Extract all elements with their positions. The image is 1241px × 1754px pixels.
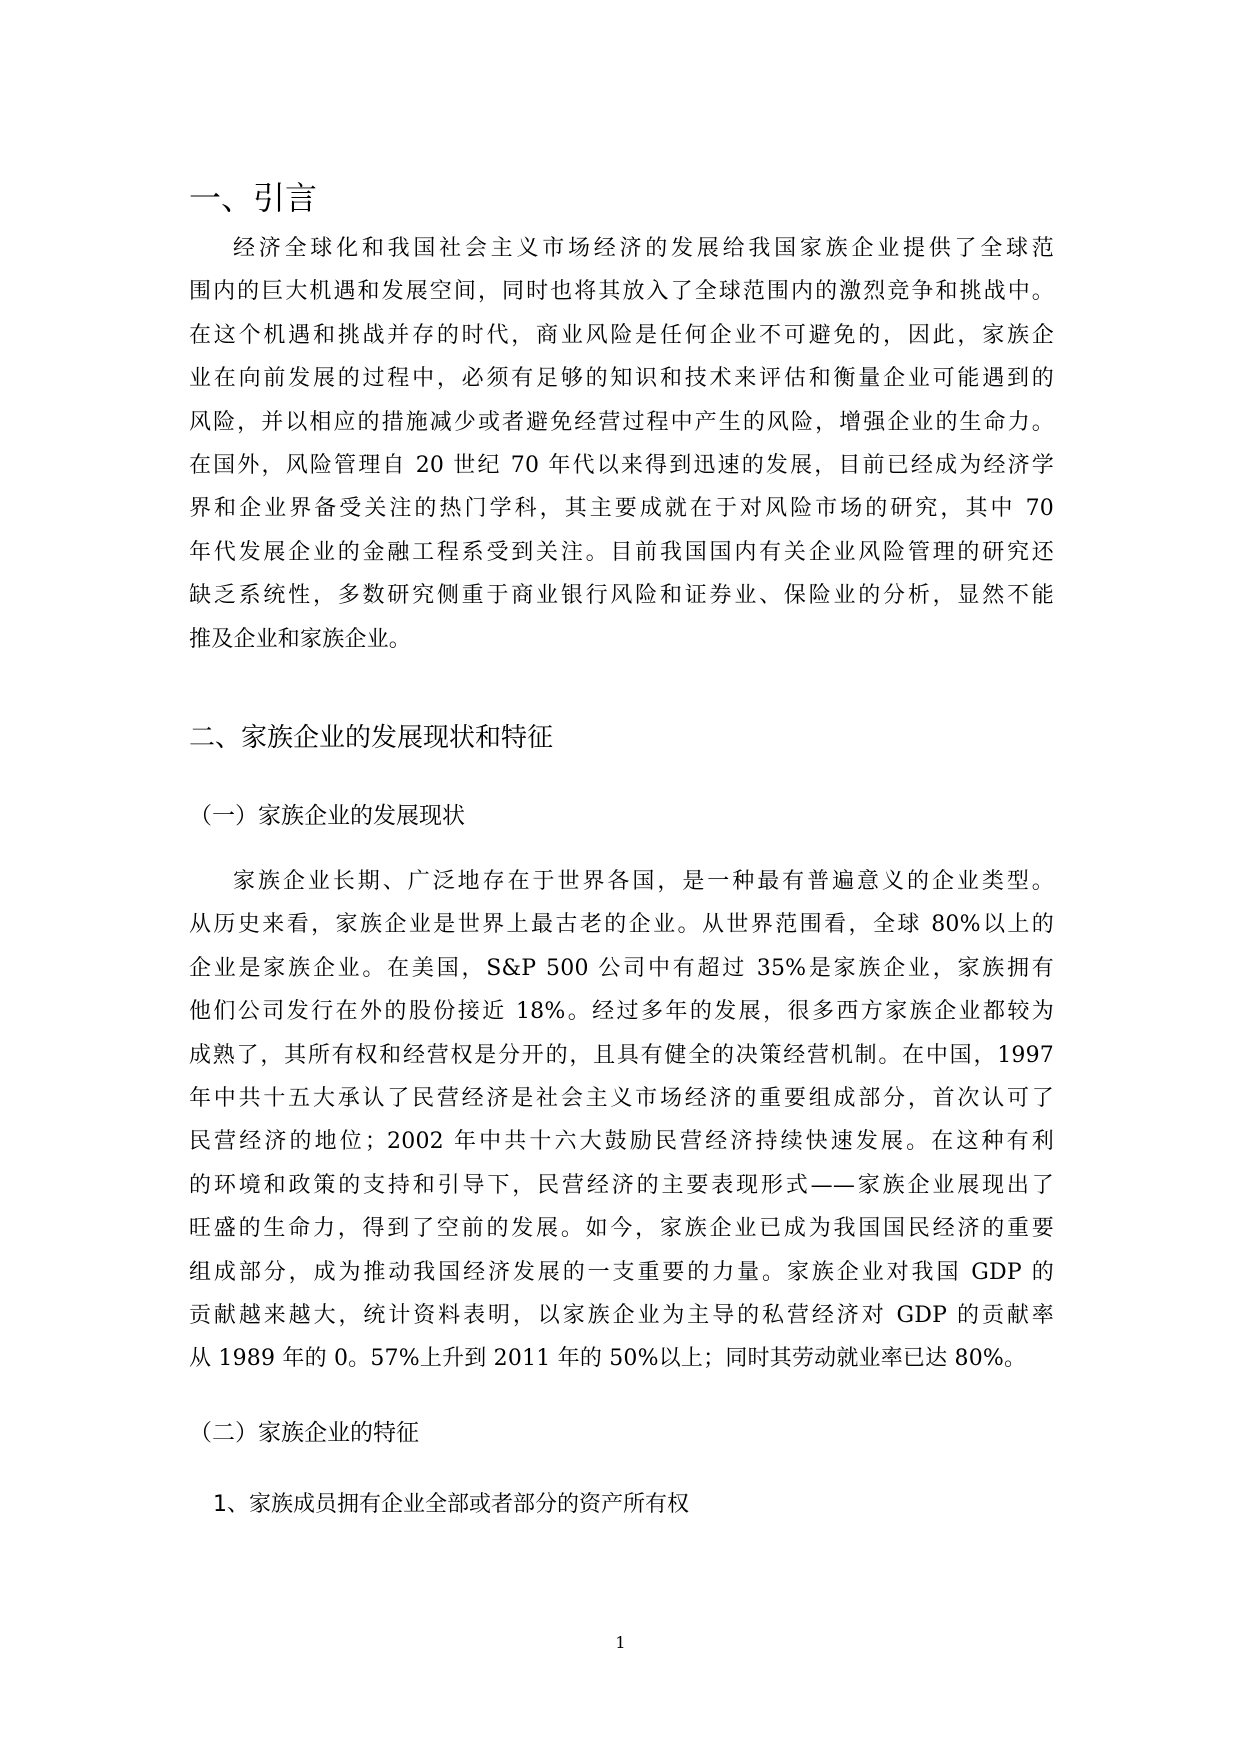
paragraph-line: 在国外，风险管理自 20 世纪 70 年代以来得到迅速的发展，目前已经成为经济学 xyxy=(189,452,1054,478)
paragraph-line: 业在向前发展的过程中，必须有足够的知识和技术来评估和衡量企业可能遇到的 xyxy=(189,366,1054,392)
page-number: 1 xyxy=(615,1633,626,1652)
paragraph-line: 推及企业和家族企业。 xyxy=(189,626,412,652)
paragraph-line: 贡献越来越大，统计资料表明，以家族企业为主导的私营经济对 GDP 的贡献率 xyxy=(189,1302,1054,1328)
intro-paragraph xyxy=(189,227,1054,661)
paragraph-line: 年中共十五大承认了民营经济是社会主义市场经济的重要组成部分，首次认可了 xyxy=(189,1085,1054,1111)
paragraph-line: 企业是家族企业。在美国，S&P 500 公司中有超过 35%是家族企业，家族拥有 xyxy=(189,955,1054,981)
paragraph-line: 他们公司发行在外的股份接近 18%。经过多年的发展，很多西方家族企业都较为 xyxy=(189,999,1054,1025)
current-status-paragraph xyxy=(189,860,1054,1381)
subsection-heading-current-status: （一）家族企业的发展现状 xyxy=(189,803,465,829)
paragraph-line: 经济全球化和我国社会主义市场经济的发展给我国家族企业提供了全球范 xyxy=(233,236,1054,261)
section-heading-intro: 一、引言 xyxy=(189,179,318,217)
paragraph-line: 围内的巨大机遇和发展空间，同时也将其放入了全球范围内的激烈竞争和挑战中。 xyxy=(189,279,1054,305)
feature-item-1: 1、家族成员拥有企业全部或者部分的资产所有权 xyxy=(213,1492,689,1517)
paragraph-line: 民营经济的地位；2002 年中共十六大鼓励民营经济持续快速发展。在这种有利 xyxy=(189,1129,1054,1155)
paragraph-line: 从 1989 年的 0。57%上升到 2011 年的 50%以上；同时其劳动就业率已达 80%。 xyxy=(189,1346,1027,1372)
paragraph-line: 风险，并以相应的措施减少或者避免经营过程中产生的风险，增强企业的生命力。 xyxy=(189,409,1054,435)
paragraph-line: 组成部分，成为推动我国经济发展的一支重要的力量。家族企业对我国 GDP 的 xyxy=(189,1259,1054,1285)
section-heading-status-features: 二、家族企业的发展现状和特征 xyxy=(189,723,554,753)
paragraph-line: 的环境和政策的支持和引导下，民营经济的主要表现形式——家族企业展现出了 xyxy=(189,1172,1054,1198)
paragraph-line: 家族企业长期、广泛地存在于世界各国，是一种最有普遍意义的企业类型。 xyxy=(233,869,1054,894)
paragraph-line: 成熟了，其所有权和经营权是分开的，且具有健全的决策经营机制。在中国，1997 xyxy=(189,1042,1054,1068)
paragraph-line: 在这个机遇和挑战并存的时代，商业风险是任何企业不可避免的，因此，家族企 xyxy=(189,322,1054,348)
subsection-heading-features: （二）家族企业的特征 xyxy=(189,1420,419,1446)
paragraph-line: 缺乏系统性，多数研究侧重于商业银行风险和证券业、保险业的分析，显然不能 xyxy=(189,583,1054,609)
paragraph-line: 旺盛的生命力，得到了空前的发展。如今，家族企业已成为我国国民经济的重要 xyxy=(189,1216,1054,1242)
paragraph-line: 从历史来看，家族企业是世界上最古老的企业。从世界范围看，全球 80%以上的 xyxy=(189,912,1054,938)
paragraph-line: 界和企业界备受关注的热门学科，其主要成就在于对风险市场的研究，其中 70 xyxy=(189,496,1054,522)
paragraph-line: 年代发展企业的金融工程系受到关注。目前我国国内有关企业风险管理的研究还 xyxy=(189,539,1054,565)
